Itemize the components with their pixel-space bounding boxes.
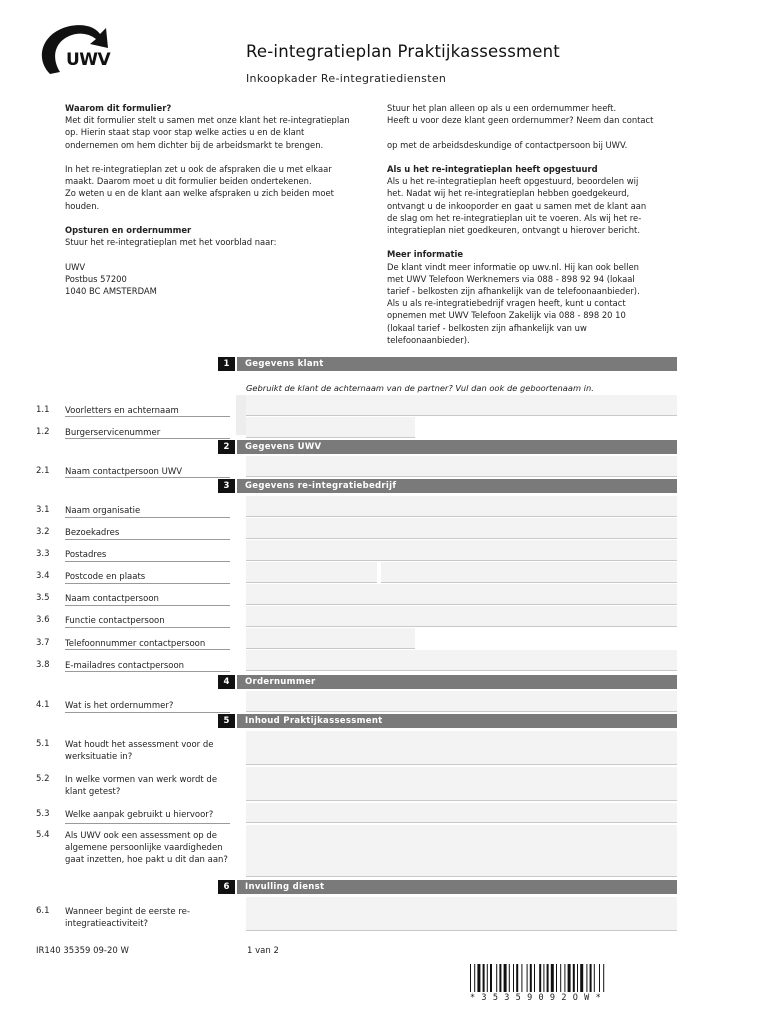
form-row-3-6 [36,606,677,627]
row-number: 3.7 [36,638,50,648]
row-number: 2.1 [36,466,50,476]
row-label: Naam contactpersoon UWV [65,467,183,477]
section-header-1 [218,357,677,371]
intro-paragraph: op met de arbeidsdeskundige of contactpersoon bij UWV. [387,139,628,150]
row-underline [65,477,230,478]
row-number: 1.1 [36,405,50,415]
barcode-text: *35359092OW* [470,993,608,1003]
intro-paragraph: Stuur het re-integratieplan met het voorblad naar: [65,237,277,248]
form-row-5-3 [36,803,677,823]
form-row-3-2 [36,518,677,539]
intro-heading-send: Opsturen en ordernummer [65,225,192,235]
postcode-field[interactable] [246,562,377,583]
contact-function-field[interactable] [246,606,677,627]
section-header-4 [218,675,677,689]
mailing-address: UWV Postbus 57200 1040 BC AMSTERDAM [65,261,157,296]
postal-address-field[interactable] [246,540,677,561]
form-row-4-1 [36,691,677,712]
contact-email-field[interactable] [246,650,677,671]
row-label: E-mailadres contactpersoon [65,661,185,671]
row-label: Als UWV ook een assessment op de algemene persoonlijke vaardigheden gaat inzetten, hoe pakt u dit dan aan? [65,831,228,865]
row-number: 3.4 [36,571,50,581]
form-row-1-1 [36,395,677,416]
row-number: 3.6 [36,615,50,625]
row-number: 3.3 [36,549,50,559]
section-title: Inhoud Praktijkassessment [237,714,677,728]
section-header-5 [218,714,677,728]
row-label: Functie contactpersoon [65,616,165,626]
intro-left-column [65,102,375,309]
section-number: 6 [218,880,235,894]
visiting-address-field[interactable] [246,518,677,539]
contact-name-field[interactable] [246,584,677,605]
row-number: 5.1 [36,739,50,749]
row-label: Welke aanpak gebruikt u hiervoor? [65,810,214,820]
row-number: 3.1 [36,505,50,515]
row-label: Bezoekadres [65,528,120,538]
row-number: 3.8 [36,660,50,670]
uwv-logo-text: UWV [66,50,111,70]
section-number: 4 [218,675,235,689]
section-header-2 [218,440,677,454]
row-underline [65,823,230,824]
city-field[interactable] [381,562,677,583]
intro-paragraph: In het re-integratieplan zet u ook de afspraken die u met elkaar maakt. Daarom moet u dit formulier beiden ondertekenen. Zo weten u en de klant aan welke afspraken u zich beiden moet houden. [65,164,334,211]
form-row-3-8 [36,650,677,671]
form-row-5-2 [36,767,677,801]
document-subtitle: Inkoopkader Re-integratiediensten [246,72,447,85]
row-label: Naam contactpersoon [65,594,159,604]
section-title: Gegevens klant [237,357,677,371]
intro-right-column [387,102,682,358]
row-label: Telefoonnummer contactpersoon [65,639,206,649]
intro-heading-why: Waarom dit formulier? [65,103,172,113]
section-title: Gegevens re-integratiebedrijf [237,479,677,493]
intro-heading-sent: Als u het re-integratieplan heeft opgestuurd [387,163,598,174]
row-label: Postcode en plaats [65,572,146,582]
contact-phone-field[interactable] [246,628,415,649]
form-row-1-2 [36,417,677,438]
form-row-3-5 [36,584,677,605]
section-number: 2 [218,440,235,454]
row-number: 3.5 [36,593,50,603]
row-number: 1.2 [36,427,50,437]
barcode [470,964,684,992]
initials-surname-field[interactable] [246,395,677,416]
row-number: 5.2 [36,774,50,784]
form-row-3-4 [36,562,677,583]
row-label: Wat is het ordernummer? [65,701,174,711]
row-label: Wanneer begint de eerste re-integratieactiviteit? [65,907,190,929]
intro-paragraph: Stuur het plan alleen op als u een ordernummer heeft. Heeft u voor deze klant geen ordernummer? Neem dan contact [387,103,654,126]
intro-paragraph: Als u het re-integratieplan heeft opgestuurd, beoordelen wij het. Nadat wij het re-integratieplan hebben goedgekeurd, ontvangt u de inkooporder en gaat u samen met de klant aan de slag om het re-integratieplan uit te voeren. Als wij het re- integratieplan niet goedkeuren, ontvangt u hierover bericht. [387,176,647,235]
form-row-5-1 [36,731,677,765]
intro-heading-info: Meer informatie [387,249,464,260]
form-row-6-1 [36,897,677,931]
row-number: 5.4 [36,830,50,840]
organisation-name-field[interactable] [246,496,677,517]
section-header-6 [218,880,677,894]
bsn-field[interactable] [246,417,415,438]
general-skills-assessment-field[interactable] [246,825,677,877]
form-row-3-7 [36,628,677,649]
section-title: Ordernummer [237,675,677,689]
row-underline [65,438,230,439]
assessment-work-situation-field[interactable] [246,731,677,765]
intro-paragraph: De klant vindt meer informatie op uwv.nl. Hij kan ook bellen met UWV Telefoon Werknemers via 088 - 898 92 94 (lokaal tarief - belkosten zijn afhankelijk van de telefoonaanbieder). Als u als re-integratiebedrijf vragen heeft, kunt u contact opnemen met UWV Telefoon Zakelijk via 088 - 898 20 10 (lokaal tarief - belkosten zijn afhankelijk van uw telefoonaanbieder). [387,261,640,345]
approach-field[interactable] [246,803,677,823]
form-row-5-4 [36,825,677,877]
row-underline [65,671,230,672]
row-label: Wat houdt het assessment voor de werksituatie in? [65,740,214,762]
section-number: 1 [218,357,235,371]
row-label: Burgerservicenummer [65,428,161,438]
row-label: In welke vormen van werk wordt de klant getest? [65,775,218,797]
row-number: 4.1 [36,700,50,710]
intro-paragraph: Met dit formulier stelt u samen met onze klant het re-integratieplan op. Hierin staat stap voor stap welke acties u en de klant ondernemen om hem dichter bij de arbeidsmarkt te brengen. [65,115,350,150]
page-number: 1 van 2 [247,946,279,956]
form-row-3-1 [36,496,677,517]
row-number: 3.2 [36,527,50,537]
work-forms-tested-field[interactable] [246,767,677,801]
document-title: Re-integratieplan Praktijkassessment [246,42,560,61]
first-activity-start-field[interactable] [246,897,677,931]
form-row-3-3 [36,540,677,561]
form-code: IR140 35359 09-20 W [36,946,129,956]
section-hint: Gebruikt de klant de achternaam van de partner? Vul dan ook de geboortenaam in. [246,383,594,393]
section-title: Invulling dienst [237,880,677,894]
row-label: Voorletters en achternaam [65,406,179,416]
row-underline [65,712,230,713]
row-number: 6.1 [36,906,50,916]
section-title: Gegevens UWV [237,440,677,454]
order-number-field[interactable] [246,691,677,712]
section-header-3 [218,479,677,493]
form-row-2-1 [36,456,677,477]
row-label: Postadres [65,550,107,560]
section-number: 5 [218,714,235,728]
row-number: 5.3 [36,809,50,819]
section-number: 3 [218,479,235,493]
uwv-contact-field[interactable] [246,456,677,477]
row-label: Naam organisatie [65,506,141,516]
